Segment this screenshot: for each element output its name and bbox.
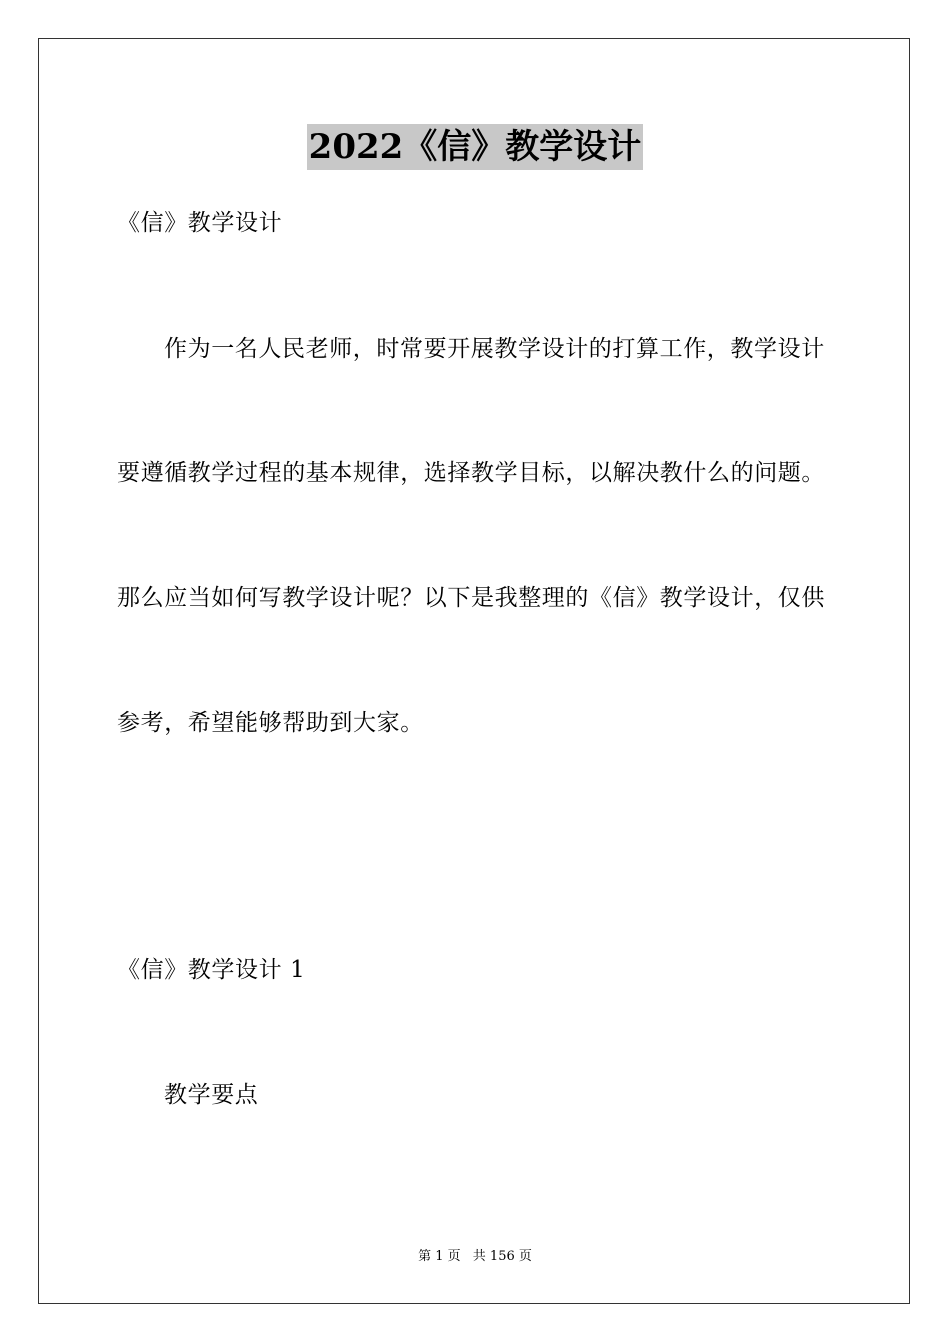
subsection-heading: 教学要点 (164, 1082, 259, 1108)
intro-line-3: 那么应当如何写教学设计呢？以下是我整理的《信》教学设计，仅供 (117, 585, 825, 611)
intro-line-1: 作为一名人民老师，时常要开展教学设计的打算工作，教学设计 (164, 336, 825, 362)
section-heading: 《信》教学设计 1 (117, 957, 306, 983)
document-subtitle: 《信》教学设计 (117, 210, 283, 236)
intro-line-2: 要遵循教学过程的基本规律，选择教学目标，以解决教什么的问题。 (117, 460, 825, 486)
intro-line-4: 参考，希望能够帮助到大家。 (117, 710, 424, 736)
page-total: 共 156 页 (472, 1249, 532, 1264)
page-footer (0, 1248, 950, 1266)
page-number: 第 1 页 (418, 1249, 461, 1264)
document-title: 2022《信》教学设计 (307, 124, 644, 170)
title-container (0, 124, 950, 170)
